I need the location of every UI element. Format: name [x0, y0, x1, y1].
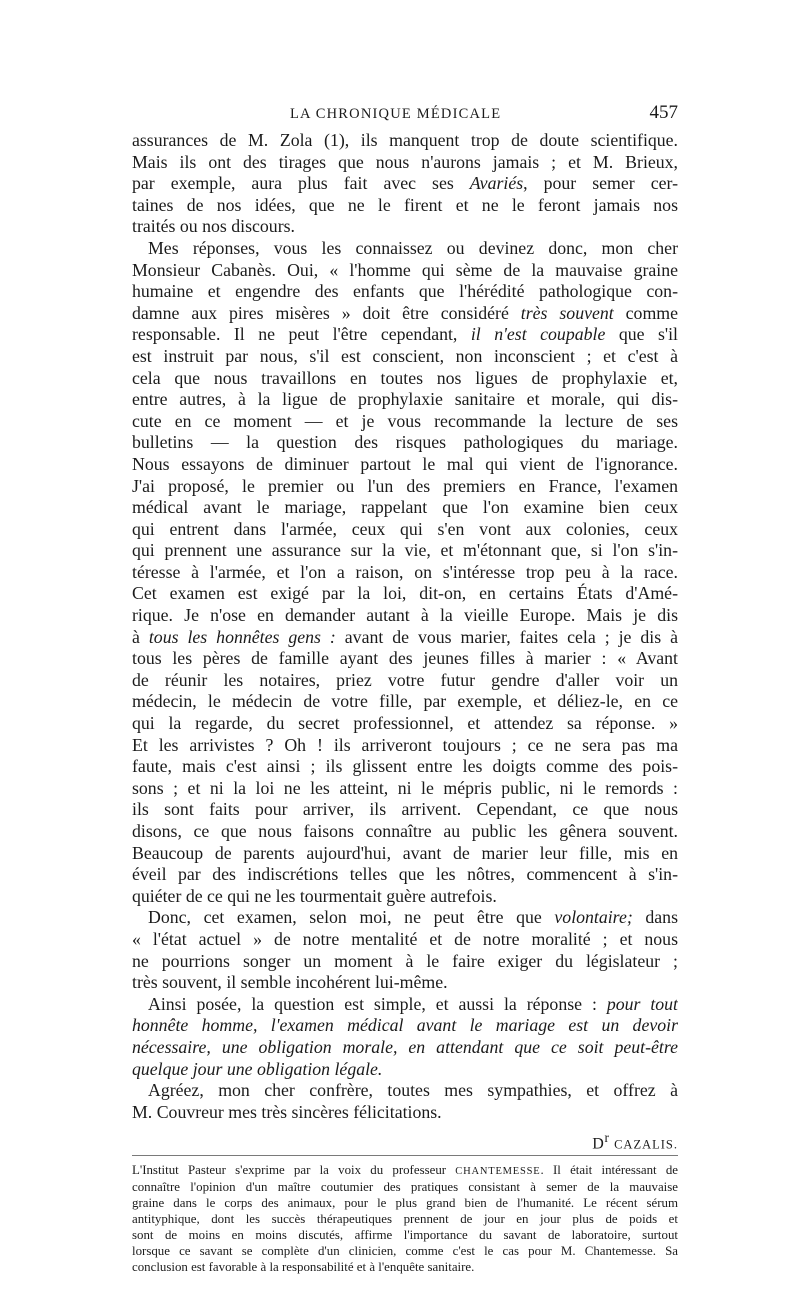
body-text: avant de vous marier, faites cela ; je dis à	[335, 626, 678, 647]
body-text: dans	[632, 907, 678, 928]
body-line: qui prennent une assurance sur la vie, et m'étonnant que, si l'on s'in-	[132, 540, 678, 561]
body-text: Donc, cet examen, selon moi, ne peut être que	[148, 907, 555, 928]
body-line: très souvent, il semble incohérent lui-même.	[132, 972, 448, 993]
note-line: sont de moins en moins discutés, affirme l'importance du savant de laboratoire, surtout	[132, 1228, 678, 1243]
body-line: tous les pères de famille ayant des jeunes filles à marier : « Avant	[132, 648, 678, 669]
body-line: cela que nous travaillons en toutes nos ligues de prophylaxie et,	[132, 367, 678, 388]
body-italic-text: très souvent	[520, 302, 614, 323]
body-line: humaine et engendre des enfants que l'hérédité pathologique con-	[132, 281, 678, 302]
body-line: de réunir les notaires, priez votre futur gendre d'aller voir un	[132, 669, 678, 690]
note-line: lorsque ce savant se complète d'un clinicien, comme c'est le cas pour M. Chantemesse. Sa	[132, 1244, 678, 1259]
body-line: « l'état actuel » de notre mentalité et de notre moralité ; et nous	[132, 928, 678, 949]
body-line: médecin, le médecin de votre fille, par exemple, et déliez-le, en ce	[132, 691, 678, 712]
body-line: Agréez, mon cher confrère, toutes mes sympathies, et offrez à	[148, 1080, 678, 1101]
signature: $D^r$ CAZALIS.	[592, 1130, 678, 1153]
body-line: J'ai proposé, le premier ou l'un des premiers en France, l'examen	[132, 475, 678, 496]
editorial-note	[132, 1162, 678, 1275]
body-line: assurances de M. Zola (1), ils manquent trop de doute scientifique.	[132, 130, 678, 150]
body-italic-text: Avariés	[469, 173, 524, 194]
note-text: . Il était intéressant de	[540, 1163, 678, 1178]
body-line	[132, 173, 678, 195]
body-line: sons ; et ni la loi ne les atteint, ni le mépris public, ni le remords :	[132, 777, 678, 798]
body-line	[132, 907, 678, 929]
body-line: qui entrent dans l'armée, ceux qui s'en vont aux colonies, ceux	[132, 518, 678, 539]
body-line: qui la regarde, du secret professionnel, et attendez sa réponse. »	[132, 713, 678, 734]
body-text: responsable. Il ne peut l'être cependant,	[132, 324, 471, 345]
body-line	[132, 324, 678, 346]
body-text: Ainsi posée, la question est simple, et aussi la réponse :	[148, 993, 607, 1014]
note-line: conclusion est favorable à la responsabilité et à l'enquête sanitaire.	[132, 1260, 475, 1275]
note-line: connaître l'opinion d'un maître coutumier des pratiques consistant à semer de la mauvaise	[132, 1179, 678, 1194]
body-line: bulletins — la question des risques pathologiques du mariage.	[132, 432, 678, 453]
body-text: à	[132, 626, 149, 647]
body-line: disons, ce que nous faisons connaître au public les gênera souvent.	[132, 821, 678, 841]
body-italic-text: honnête homme, l'examen médical avant le mariage est un devoir	[132, 1015, 678, 1036]
body-italic-text: nécessaire, une obligation morale, en attendant que ce soit peut-être	[132, 1036, 678, 1057]
body-line: Monsieur Cabanès. Oui, « l'homme qui sème de la mauvaise graine	[132, 259, 678, 280]
body-italic-text: quelque jour une obligation légale.	[132, 1058, 383, 1079]
body-text: comme	[613, 302, 678, 323]
body-line: M. Couvreur mes très sincères félicitations.	[132, 1101, 442, 1122]
body-line: Nous essayons de diminuer partout le mal qui vient de l'ignorance.	[132, 453, 678, 474]
body-line: ne pourrions songer un moment à le faire exiger du législateur ;	[132, 950, 678, 971]
body-italic-text: il n'est coupable	[470, 324, 606, 345]
body-line: Et les arrivistes ? Oh ! ils arriveront toujours ; ce ne sera pas ma	[132, 734, 678, 755]
running-title: LA CHRONIQUE MÉDICALE	[290, 106, 502, 122]
body-line: ils sont faits pour arriver, ils arrivent. Cependant, ce que nous	[132, 799, 678, 820]
note-text: L'Institut Pasteur s'exprime par la voix du professeur	[132, 1163, 456, 1178]
body-text: , pour semer cer-	[523, 173, 678, 194]
body-line: rique. Je n'ose en demander autant à la vieille Europe. Mais je dis	[132, 605, 678, 626]
note-line: graine dans le corps des animaux, pour le plus grand bien de l'humanité. Le récent sérum	[132, 1195, 678, 1210]
footnote-divider	[132, 1155, 678, 1156]
body-line: traités ou nos discours.	[132, 216, 295, 237]
body-italic-text: volontaire;	[554, 907, 633, 928]
body-line	[132, 1015, 678, 1037]
letter-body	[132, 130, 678, 1276]
body-line: taines de nos idées, que ne le firent et ne le feront jamais nos	[132, 194, 678, 215]
body-line: cute en ce moment — et je vous recommande la lecture de ses	[132, 410, 678, 431]
body-line	[132, 1059, 678, 1081]
body-text	[132, 130, 678, 1123]
page-header	[132, 102, 678, 126]
body-line: médical avant le mariage, rappelant que l'on examine bien ceux	[132, 497, 678, 518]
body-italic-text: pour tout	[606, 993, 678, 1014]
page-number: 457	[649, 102, 678, 123]
body-line: Mais ils ont des tirages que nous n'aurons jamais ; et M. Brieux,	[132, 151, 678, 172]
body-line: Beaucoup de parents aujourd'hui, avant de marier leur fille, mis en	[132, 842, 678, 863]
body-line: est instruit par nous, s'il est conscient, non inconscient ; et c'est à	[132, 345, 678, 366]
note-line: antityphique, dont les succès thérapeutiques prennent de jour en jour plus de poids et	[132, 1211, 678, 1226]
note-line	[132, 1162, 678, 1178]
body-text: que s'il	[605, 324, 678, 345]
body-line: Mes réponses, vous les connaissez ou devinez donc, mon cher	[148, 237, 678, 258]
body-text: par exemple, aura plus fait avec ses	[132, 173, 470, 194]
body-line	[132, 303, 678, 325]
body-italic-text: tous les honnêtes gens :	[148, 626, 336, 647]
note-small-caps-text: CHANTEMESSE	[455, 1166, 541, 1178]
body-line: faute, mais c'est ainsi ; ils glissent entre les doigts comme des pois-	[132, 756, 678, 777]
body-line: téresse à l'armée, et l'on a raison, on s'intéresse trop peu à la race.	[132, 561, 678, 582]
body-line	[132, 994, 678, 1016]
body-line: quiéter de ce qui ne les tourmentait guère autrefois.	[132, 885, 497, 906]
body-line: Cet examen est exigé par la loi, dit-on, en certains États d'Amé-	[132, 583, 678, 604]
body-line	[132, 627, 678, 649]
body-line	[132, 1037, 678, 1059]
body-text: damne aux pires misères » doit être considéré	[132, 302, 521, 323]
body-line: éveil par des indiscrétions telles que les nôtres, commencent à s'in-	[132, 864, 678, 885]
body-line: entre autres, à la ligue de prophylaxie sanitaire et morale, qui dis-	[132, 389, 678, 410]
